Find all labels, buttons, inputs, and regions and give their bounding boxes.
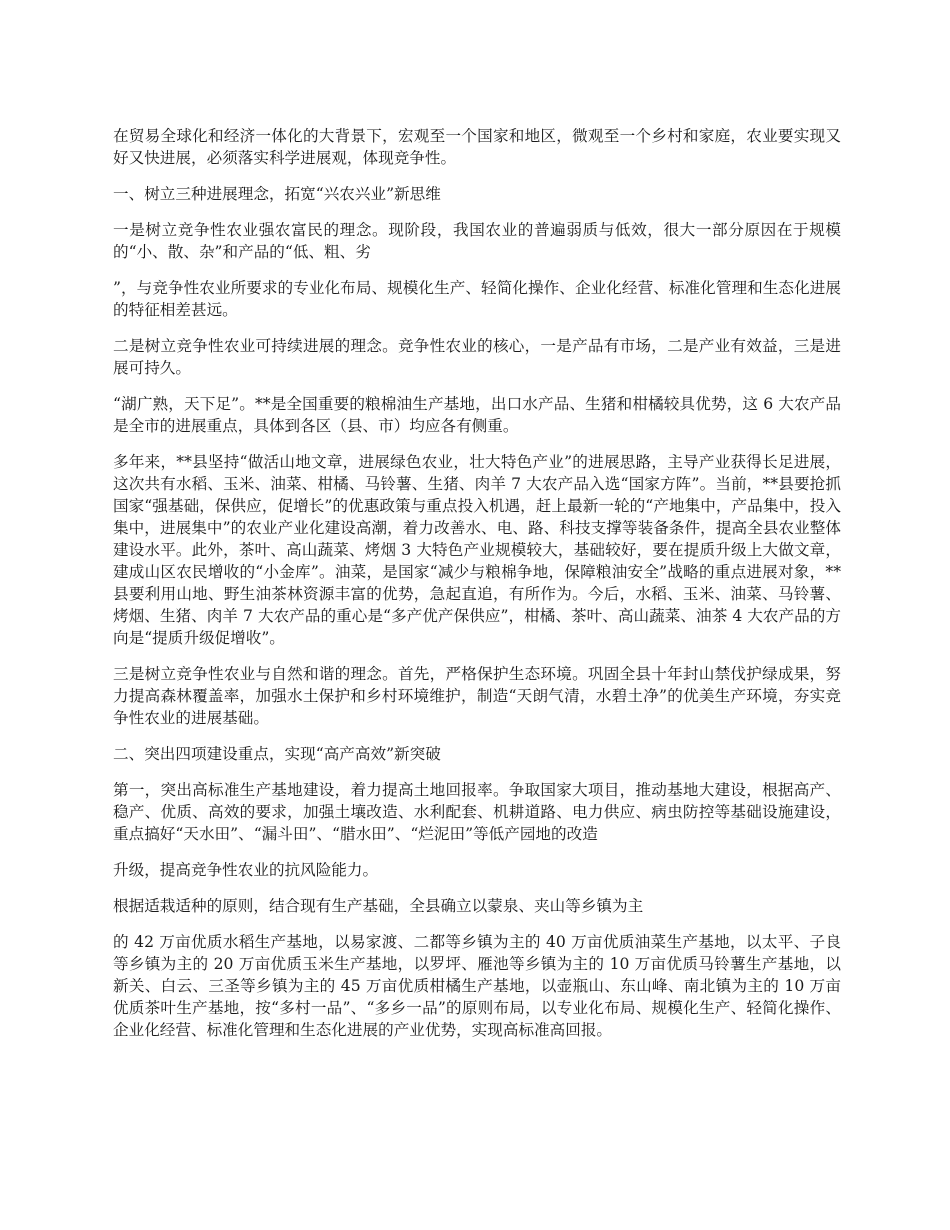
- paragraph: 一是树立竞争性农业强农富民的理念。现阶段，我国农业的普遍弱质与低效，很大一部分原因在于规模的“小、散、杂”和产品的“低、粗、劣: [113, 221, 841, 261]
- paragraph: “湖广熟，天下足”。**是全国重要的粮棉油生产基地，出口水产品、生猪和柑橘较具优势，这 6 大农产品是全市的进展重点，具体到各区（县、市）均应各有侧重。: [113, 395, 841, 435]
- section-heading-2: 二、突出四项建设重点，实现“高产高效”新突破: [113, 745, 441, 763]
- paragraph: 的 42 万亩优质水稻生产基地，以易家渡、二都等乡镇为主的 40 万亩优质油菜生产基地，以太平、子良等乡镇为主的 20 万亩优质玉米生产基地，以罗坪、雁池等乡镇为主的 10 万亩优质马铃薯生产基地，以新关、白云、三圣等乡镇为主的 45 万亩优质柑橘生产基地，以壶瓶山、东山峰、南北镇为主的 10 万亩优质茶叶生产基地，按“多村一品”、“多乡一品”的原则布局，以专业化布局、规模化生产、轻简化操作、企业化经营、标准化管理和生态化进展的产业优势，实现高标准高回报。: [113, 933, 841, 1039]
- paragraph: 三是树立竞争性农业与自然和谐的理念。首先，严格保护生态环境。巩固全县十年封山禁伐护绿成果，努力提高森林覆盖率，加强水土保护和乡村环境维护，制造“天朗气清，水碧土净”的优美生产环境，夯实竞争性农业的进展基础。: [113, 665, 841, 727]
- document-body: [113, 125, 841, 1055]
- paragraph: 二是树立竞争性农业可持续进展的理念。竞争性农业的核心，一是产品有市场，二是产业有效益，三是进展可持久。: [113, 337, 841, 377]
- paragraph: ”，与竞争性农业所要求的专业化布局、规模化生产、轻简化操作、企业化经营、标准化管理和生态化进展的特征相差甚远。: [113, 279, 841, 319]
- section-heading-1: 一、树立三种进展理念，拓宽“兴农兴业”新思维: [113, 185, 441, 203]
- intro-paragraph: 在贸易全球化和经济一体化的大背景下，宏观至一个国家和地区，微观至一个乡村和家庭，农业要实现又好又快进展，必须落实科学进展观，体现竞争性。: [113, 127, 841, 167]
- paragraph: 多年来，**县坚持“做活山地文章，进展绿色农业，壮大特色产业”的进展思路，主导产业获得长足进展，这次共有水稻、玉米、油菜、柑橘、马铃薯、生猪、肉羊 7 大农产品入选“国家方阵”。当前，**县要抢抓国家“强基础，保供应，促增长”的优惠政策与重点投入机遇，赶上最新一轮的“产地集中，产品集中，投入集中，进展集中”的农业产业化建设高潮，着力改善水、电、路、科技支撑等装备条件，提高全县农业整体建设水平。此外，茶叶、高山蔬菜、烤烟 3 大特色产业规模较大，基础较好，要在提质升级上大做文章，建成山区农民增收的“小金库”。油菜，是国家“减少与粮棉争地，保障粮油安全”战略的重点进展对象，**县要利用山地、野生油茶林资源丰富的优势，急起直追，有所作为。今后，水稻、玉米、油菜、马铃薯、烤烟、生猪、肉羊 7 大农产品的重心是“多产优产保供应”，柑橘、茶叶、高山蔬菜、油茶 4 大农产品的方向是“提质升级促增收”。: [113, 453, 841, 647]
- paragraph: 第一，突出高标准生产基地建设，着力提高土地回报率。争取国家大项目，推动基地大建设，根据高产、稳产、优质、高效的要求，加强土壤改造、水利配套、机耕道路、电力供应、病虫防控等基础设施建设，重点搞好“天水田”、“漏斗田”、“腊水田”、“烂泥田”等低产园地的改造: [113, 781, 841, 843]
- paragraph: 升级，提高竞争性农业的抗风险能力。: [113, 861, 379, 879]
- paragraph: 根据适栽适种的原则，结合现有生产基础，全县确立以蒙泉、夹山等乡镇为主: [113, 897, 644, 915]
